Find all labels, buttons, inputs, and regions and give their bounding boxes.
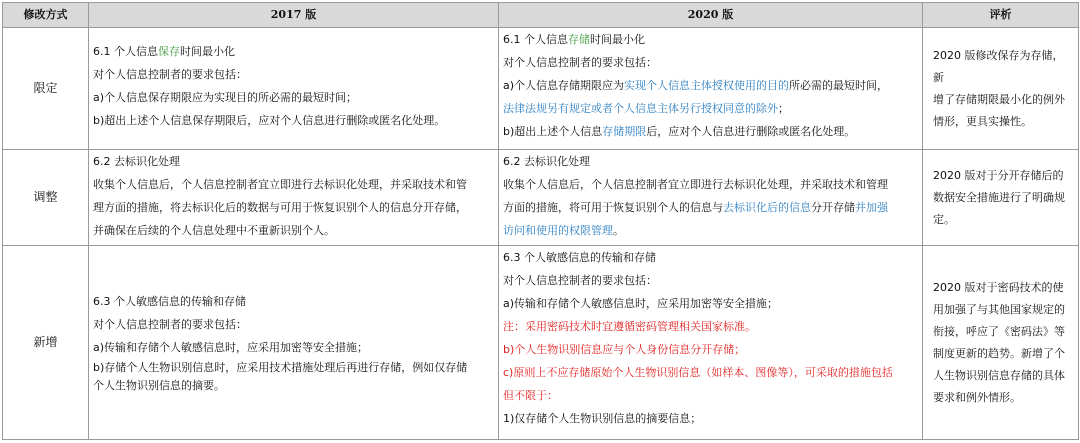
line (503, 74, 918, 97)
header-2017: 2017 版 (89, 3, 499, 28)
comment-line: 衔接，呼应了《密码法》等 (933, 324, 1065, 338)
line: 理方面的措施，将去标识化后的数据与可用于恢复识别个人的信息分开存储， (93, 201, 467, 214)
text: 后，应对个人信息进行删除或匿名化处理。 (646, 125, 856, 138)
highlight: 存储期限 (602, 125, 647, 138)
highlight: 去标识化后的信息 (723, 201, 811, 214)
comment-line: 用加强了与其他国家规定的 (933, 302, 1065, 316)
cell-2017 (89, 28, 499, 150)
line: b)超出上述个人信息保存期限后，应对个人信息进行删除或匿名化处理。 (93, 114, 446, 127)
comment-line: 人生物识别信息存储的具体 (933, 368, 1065, 382)
comment-line: 情形，更具实操性。 (933, 114, 1032, 128)
cell-2020 (499, 28, 923, 150)
section-title (93, 40, 494, 63)
comparison-table (2, 2, 1079, 440)
comment-cell (923, 150, 1079, 246)
highlight: 法律法规另有规定或者个人信息主体另行授权同意的除外 (503, 102, 778, 115)
text: ； (778, 102, 789, 115)
text: a)个人信息存储期限应为 (503, 79, 625, 92)
line: 收集个人信息后，个人信息控制者宜立即进行去标识化处理，并采取技术和管理 (503, 178, 888, 191)
line: c)原则上不应存储原始个人生物识别信息（如样本、图像等），可采取的措施包括 (503, 366, 893, 379)
highlight: 实现个人信息主体授权使用的目的 (624, 79, 790, 92)
note-line: 注：采用密码技术时宜遵循密码管理相关国家标准。 (503, 320, 756, 333)
table-row (3, 150, 1079, 246)
line: 对个人信息控制者的要求包括： (503, 56, 657, 69)
cell-2017 (89, 246, 499, 440)
comment-line: 2020 版修改保存为存储，新 (933, 48, 1064, 84)
section-title: 6.3 个人敏感信息的传输和存储 (503, 251, 656, 264)
line: 对个人信息控制者的要求包括： (93, 68, 247, 81)
comment-line: 2020 版对于密码技术的使 (933, 280, 1064, 294)
text: 。 (613, 224, 624, 237)
line (503, 196, 918, 219)
text: 方面的措施，将可用于恢复识别个人的信息与 (503, 201, 723, 214)
line (503, 219, 918, 242)
cell-2020 (499, 150, 923, 246)
mode-cell: 新增 (3, 246, 89, 440)
line: 收集个人信息后，个人信息控制者宜立即进行去标识化处理，并采取技术和管 (93, 178, 467, 191)
table-row (3, 28, 1079, 150)
header-mode: 修改方式 (3, 3, 89, 28)
line: 对个人信息控制者的要求包括： (503, 274, 657, 287)
comment-cell (923, 28, 1079, 150)
section-title: 6.3 个人敏感信息的传输和存储 (93, 295, 246, 308)
section-title: 6.2 去标识化处理 (503, 155, 590, 168)
line: a)传输和存储个人敏感信息时，应采用加密等安全措施； (93, 341, 369, 354)
title-highlight: 存储 (568, 33, 590, 46)
line (503, 120, 918, 143)
line: b)个人生物识别信息应与个人身份信息分开存储； (503, 343, 746, 356)
table-row (3, 246, 1079, 440)
header-comment: 评析 (923, 3, 1079, 28)
comment-line: 定。 (933, 212, 955, 226)
section-title: 6.2 去标识化处理 (93, 155, 180, 168)
title-text-end: 时间最小化 (180, 45, 235, 58)
comment-line: 制度更新的趋势。新增了个 (933, 346, 1065, 360)
title-text-end: 时间最小化 (590, 33, 645, 46)
title-highlight: 保存 (158, 45, 180, 58)
highlight: 并加强 (855, 201, 888, 214)
line (503, 97, 918, 120)
section-title (503, 28, 918, 51)
text: 所必需的最短时间， (789, 79, 889, 92)
comment-line: 要求和例外情形。 (933, 390, 1021, 404)
highlight: 访问和使用的权限管理 (503, 224, 613, 237)
header-row (3, 3, 1079, 28)
line: 并确保在后续的个人信息处理中不重新识别个人。 (93, 224, 335, 237)
comment-cell (923, 246, 1079, 440)
mode-cell: 调整 (3, 150, 89, 246)
line: 1)仅存储个人生物识别信息的摘要信息； (503, 412, 702, 425)
mode-cell: 限定 (3, 28, 89, 150)
text: b)超出上述个人信息 (503, 125, 603, 138)
cell-2020 (499, 246, 923, 440)
cell-2017 (89, 150, 499, 246)
line: 个人生物识别信息的摘要。 (93, 379, 225, 392)
line: 对个人信息控制者的要求包括： (93, 318, 247, 331)
comment-line: 数据安全措施进行了明确规 (933, 190, 1065, 204)
line: a)个人信息保存期限应为实现目的所必需的最短时间； (93, 91, 358, 104)
line: b)存储个人生物识别信息时，应采用技术措施处理后再进行存储，例如仅存储 (93, 361, 468, 374)
text: 分开存储 (811, 201, 855, 214)
comment-line: 增了存储期限最小化的例外 (933, 92, 1065, 106)
title-text: 6.1 个人信息 (503, 33, 568, 46)
line: a)传输和存储个人敏感信息时，应采用加密等安全措施； (503, 297, 779, 310)
header-2020: 2020 版 (499, 3, 923, 28)
comment-line: 2020 版对于分开存储后的 (933, 168, 1064, 182)
title-text: 6.1 个人信息 (93, 45, 158, 58)
line: 但不限于： (503, 389, 558, 402)
